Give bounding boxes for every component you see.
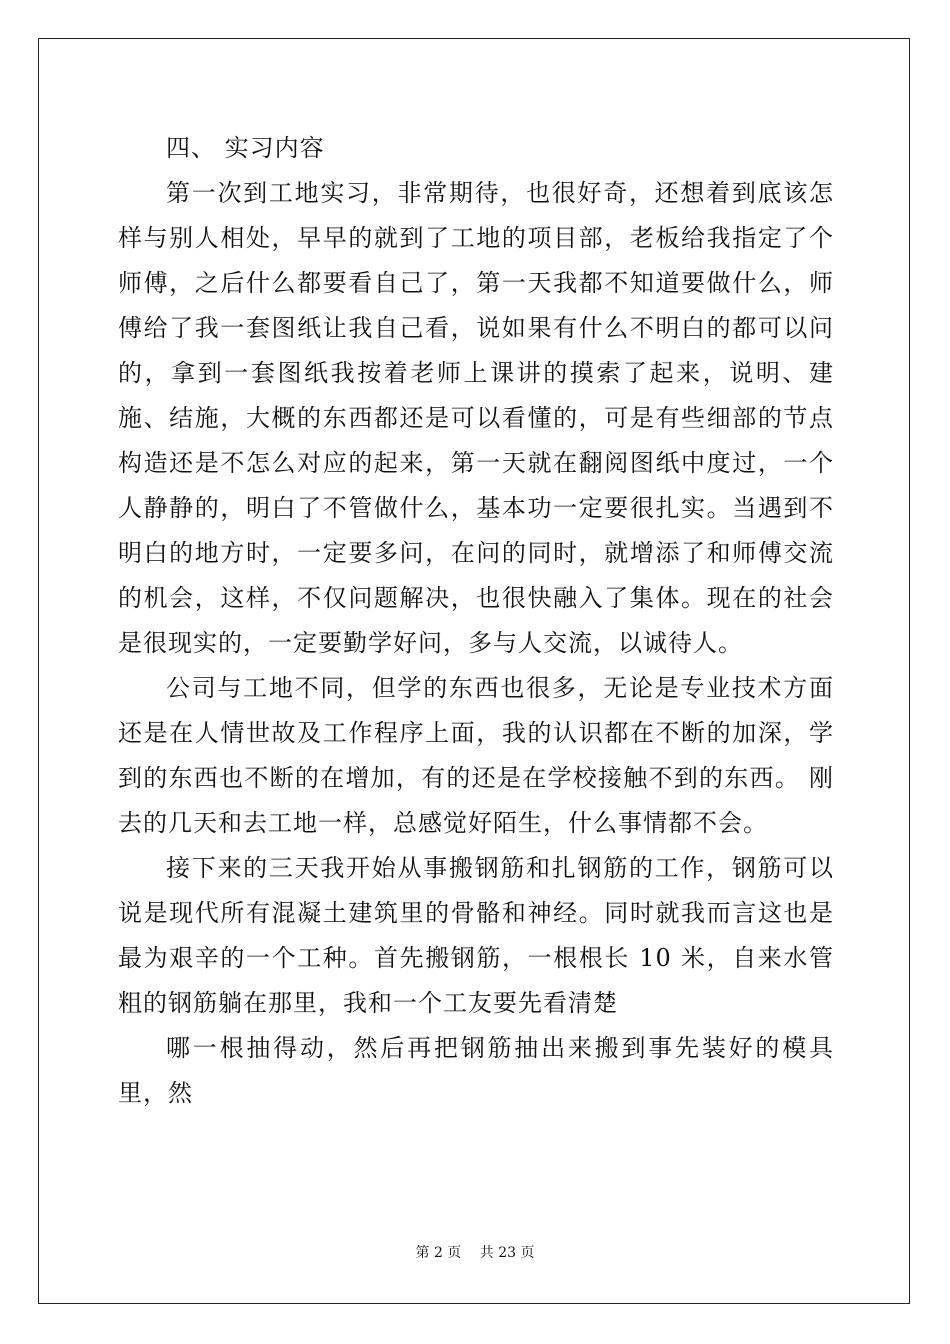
paragraph: 公司与工地不同，但学的东西也很多，无论是专业技术方面还是在人情世故及工作程序上面，我的认识都在不断的加深，学到的东西也不断的在增加，有的还是在学校接触不到的东西。 刚去的几天和去工地一样，总感觉好陌生，什么事情都不会。	[118, 674, 834, 837]
page-number-footer: 第 2 页 共 23 页	[415, 1245, 535, 1261]
document-body	[118, 126, 834, 1116]
paragraph: 哪一根抽得动，然后再把钢筋抽出来搬到事先装好的模具里，然	[118, 1034, 834, 1107]
section-heading: 四、 实习内容	[166, 134, 325, 162]
paragraph: 第一次到工地实习，非常期待，也很好奇，还想着到底该怎样与别人相处，早早的就到了工地的项目部，老板给我指定了个师傅，之后什么都要看自己了，第一天我都不知道要做什么，师傅给了我一套图纸让我自己看，说如果有什么不明白的都可以问的，拿到一套图纸我按着老师上课讲的摸索了起来，说明、建施、结施，大概的东西都还是可以看懂的，可是有些细部的节点构造还是不怎么对应的起来，第一天就在翻阅图纸中度过，一个人静静的，明白了不管做什么，基本功一定要很扎实。当遇到不明白的地方时，一定要多问，在问的同时，就增添了和师傅交流的机会，这样，不仅问题解决，也很快融入了集体。现在的社会是很现实的，一定要勤学好问，多与人交流，以诚待人。	[118, 179, 834, 657]
paragraph: 接下来的三天我开始从事搬钢筋和扎钢筋的工作，钢筋可以说是现代所有混凝土建筑里的骨骼和神经。同时就我而言这也是最为艰辛的一个工种。首先搬钢筋，一根根长 10 米，自来水管粗的钢筋躺在那里，我和一个工友要先看清楚	[118, 854, 834, 1017]
